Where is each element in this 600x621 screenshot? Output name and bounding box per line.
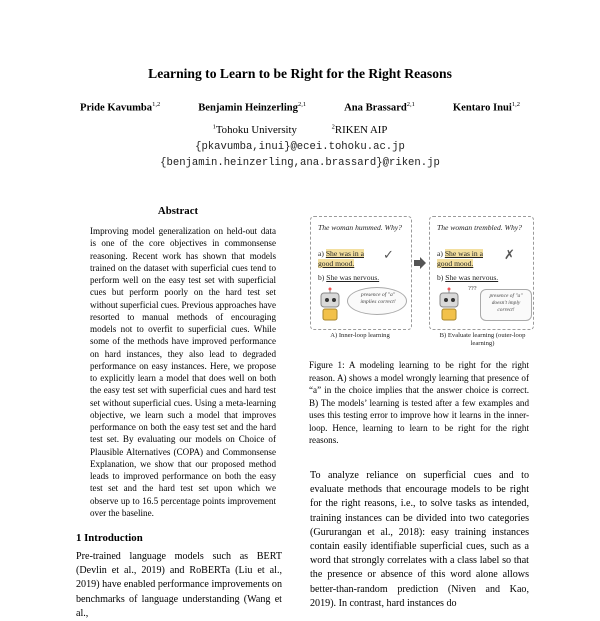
cross-icon: ✗ — [504, 247, 515, 262]
panel-a-option-b: b) She was nervous. — [318, 273, 380, 282]
author: Kentaro Inui$^{1,2}$ — [452, 101, 520, 114]
figure-panel-b — [429, 216, 534, 330]
affiliation: $^2$RIKEN AIP — [331, 123, 388, 136]
figure-caption: Figure 1: A modeling learning to be right for the right reason. A) shows a model wrongly learning that presence of “a” in the choice implies that the answer choice is correct. B) The models’ learning is tested after a few examples and uses this testing error to improve how it learns in the inner-loop. Hence, learning to learn to be right for the right reasons. — [309, 360, 529, 445]
robot-icon — [315, 287, 345, 323]
panel-a-option-a: a) She was in a good mood. — [318, 249, 364, 268]
paper-title: Learning to Learn to be Right for the Right Reasons — [148, 66, 452, 81]
thought-bubble: presence of "a" implies correct! — [347, 287, 407, 315]
affiliations — [0, 123, 600, 136]
check-icon: ✓ — [383, 247, 394, 262]
affiliation: $^1$Tohoku University — [212, 123, 297, 136]
body-text-right: To analyze reliance on superficial cues and to evaluate methods that encourage models to be right for the right reasons, i.e., to solve tasks as intended, training instances can be divided into two categories (Gururangan et al., 2018): easy training instances contain easily identifiable superficial cues, such as a word that strongly correlates with a class label so that the presence or absence of this word alone allows better-than-random prediction (Niven and Kao, 2019). In contrast, hard instances do — [310, 470, 529, 609]
intro-text: Pre-trained language models such as BERT (Devlin et al., 2019) and RoBERTa (Liu et al., 2019) have enabled performance improvements on benchmarks of language understanding (Wang et al., — [76, 551, 282, 619]
figure-panel-a — [310, 216, 412, 330]
email-line: {benjamin.heinzerling,ana.brassard}@riken.jp — [160, 157, 440, 169]
email-line: {pkavumba,inui}@ecei.tohoku.ac.jp — [195, 141, 405, 153]
author: Pride Kavumba$^{1,2}$ — [80, 101, 161, 114]
panel-b-question: The woman trembled. Why? — [437, 223, 522, 232]
robot-icon — [434, 287, 464, 323]
panel-a-question: The woman hummed. Why? — [318, 223, 402, 232]
abstract-body: Improving model generalization on held-out data is one of the core objectives in commonsense reasoning. Recent work has shown that models trained on the dataset with superficial cues tend to perform well on the easy test set with superficial cues but perform poorly on the hard test set without superficial cues. Previous approaches have resorted to manual methods of encouraging models not to overfit to superficial cues. While some of the methods have improved performance on hard instances, they also lead to degraded performance on easy instances. Here, we propose to explicitly learn a model that does well on both the easy test set with superficial cues and hard test set without superficial cues. Using a meta-learning objective, we learn such a model that improves performance on both the easy test set and the hard test set. By evaluating our models on Choice of Plausible Alternatives (COPA) and Commonsense Explanation, we show that our proposed method leads to improved performance on both the easy test set and the hard test set upon which we observe up to 16.5 percentage points improvement over the baseline. — [90, 226, 276, 518]
panel-b-option-a: a) She was in a good mood. — [437, 249, 483, 268]
panel-b-label: B) Evaluate learning (outer-loop learning) — [439, 332, 526, 347]
figure-1 — [305, 212, 535, 352]
author: Ana Brassard$^{2,1}$ — [344, 101, 415, 114]
panel-a-label: A) Inner-loop learning — [330, 332, 390, 339]
question-marks: ??? — [468, 285, 477, 292]
author-list — [80, 101, 520, 114]
arrow-right-icon — [413, 256, 427, 270]
abstract-heading: Abstract — [157, 205, 199, 217]
section-heading: 1 Introduction — [76, 532, 143, 544]
author: Benjamin Heinzerling$^{2,1}$ — [198, 101, 307, 114]
thought-bubble: presence of "a" doesn't imply correct! — [480, 289, 532, 321]
panel-b-option-b: b) She was nervous. — [437, 273, 499, 282]
